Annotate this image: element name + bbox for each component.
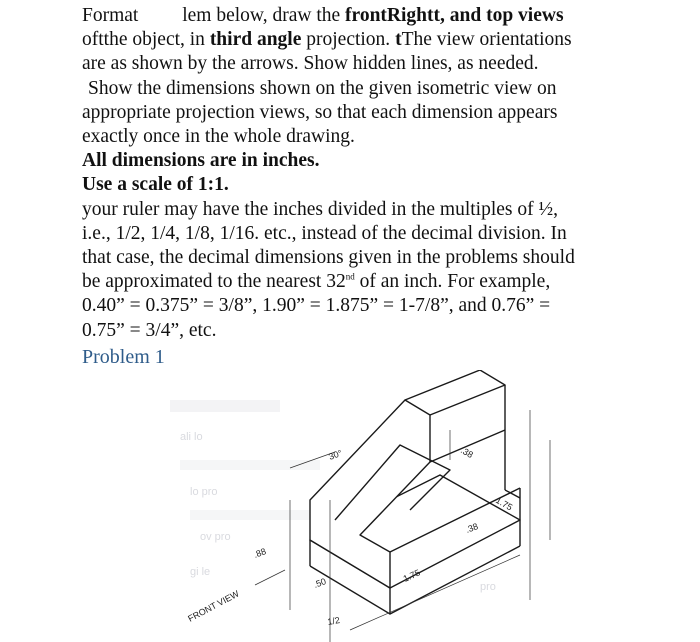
l12b: of an inch. For example,	[354, 271, 551, 293]
isometric-figure	[150, 370, 690, 642]
line-14: 0.75” = 3/4”, etc.	[82, 319, 217, 341]
dim-bottom-depth: 1/2	[326, 614, 341, 627]
dim-front-mid: .50	[312, 576, 328, 590]
ghost-1: ali lo	[180, 431, 203, 443]
line-9: your ruler may have the inches divided in the multiples of ½,	[82, 198, 559, 220]
l1-rest: t, and top views	[433, 5, 564, 26]
front-view-label: FRONT VIEW	[186, 588, 241, 624]
dim-angle: 30°	[327, 447, 344, 462]
dim-top-right: .38	[459, 445, 475, 460]
l12a: be approximated to the nearest 32	[82, 271, 346, 293]
dim-left: .88	[252, 546, 268, 560]
line-4: Show the dimensions shown on the given isometric view on	[88, 77, 557, 99]
ghost-4: gi le	[190, 566, 211, 578]
l2-rest: The view orientations	[401, 29, 572, 51]
ghost-2: lo pro	[190, 486, 218, 498]
dim-mid-right: .38	[464, 521, 480, 535]
line-10: i.e., 1/2, 1/4, 1/8, 1/16. etc., instead of the decimal division. In	[82, 222, 567, 244]
ghost-5: pro	[480, 581, 496, 593]
l1-prefix: Fo	[82, 5, 103, 26]
line-8: Use a scale of 1:1.	[82, 174, 229, 196]
l1-front: front	[345, 5, 387, 26]
l2-bold: third angle	[209, 29, 302, 51]
line-2	[82, 28, 682, 52]
l2-overlay2: t	[390, 29, 402, 51]
dim-height: 1.75	[494, 495, 515, 513]
l1-middle: lem below, draw the	[182, 5, 346, 26]
line-13: 0.40” = 0.375” = 3/8”, 1.90” = 1.875” = 1-7/8”, and 0.76” =	[82, 295, 551, 317]
l2-overlay: t	[98, 29, 104, 51]
line-7: All dimensions are in inches.	[82, 150, 320, 172]
l1-right: Right	[386, 5, 434, 26]
line-3: are as shown by the arrows. Show hidden lines, as needed.	[82, 53, 539, 75]
l2-prefix: of	[82, 29, 99, 51]
line-1	[82, 4, 682, 28]
line-6: exactly once in the whole drawing.	[82, 126, 355, 148]
l2-after: projection.	[301, 29, 391, 51]
l12-sup: nd	[345, 271, 355, 282]
l1-overlay: rmat	[102, 5, 139, 26]
line-12	[82, 270, 682, 294]
line-11: that case, the decimal dimensions given in the problems should	[82, 247, 575, 269]
instructions-text	[82, 4, 682, 369]
dim-bottom-width: 1.75	[401, 567, 422, 584]
problem-label: Problem 1	[82, 345, 165, 368]
line-5: appropriate projection views, so that each dimension appears	[82, 101, 558, 123]
ghost-3: ov pro	[200, 531, 231, 543]
l2-middle: the object, in	[103, 29, 210, 51]
